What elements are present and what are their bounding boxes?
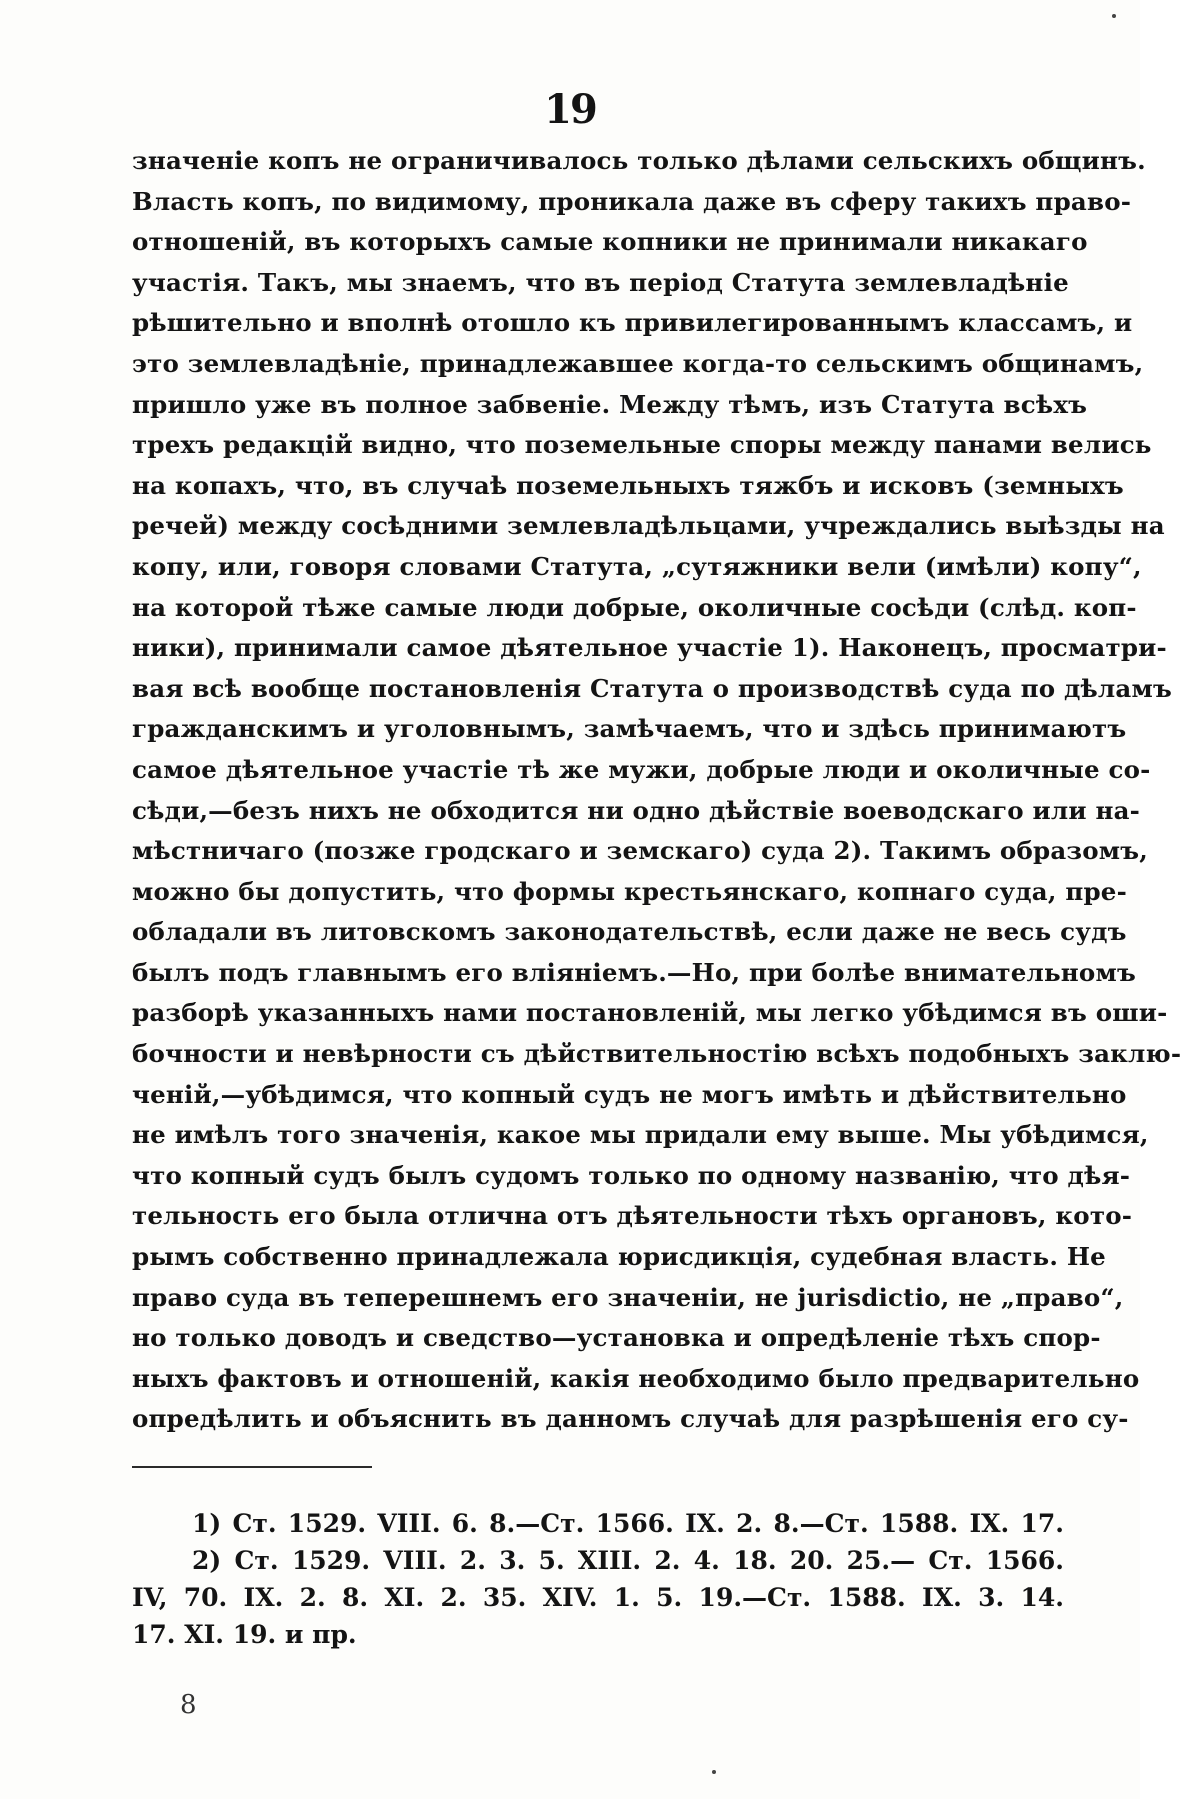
footnote-2-end: 17. XI. 19. и пр.: [132, 1620, 357, 1649]
printer-mark: 8: [180, 1690, 197, 1720]
text-line: копу, или, говоря словами Статута, „сутяжники вели (имѣли) копу“,: [132, 551, 1142, 581]
page-number: 19: [544, 86, 596, 133]
text-line: опредѣлить и объяснить въ данномъ случаѣ для разрѣшенія его су-: [132, 1404, 1129, 1434]
text-line: значеніе копъ не ограничивалось только дѣлами сельскихъ общинъ.: [132, 146, 1146, 175]
text-line: на которой тѣже самые люди добрые, околичные сосѣди (слѣд. коп-: [132, 592, 1137, 622]
text-line: ныхъ фактовъ и отношеній, какія необходимо было предварительно: [132, 1363, 1140, 1393]
text-line: самое дѣятельное участіе тѣ же мужи, добрые люди и околичные со-: [132, 754, 1151, 784]
text-line: былъ подъ главнымъ его вліяніемъ.—Но, при болѣе внимательномъ: [132, 957, 1136, 987]
ink-speck: [712, 1770, 716, 1774]
text-line: ченій,—убѣдимся, что копный судъ не могъ имѣть и дѣйствительно: [132, 1079, 1127, 1109]
text-line: бочности и невѣрности съ дѣйствительностію всѣхъ подобныхъ заклю-: [132, 1039, 1181, 1069]
text-line: рѣшительно и вполнѣ отошло къ привилегированнымъ классамъ, и: [132, 308, 1133, 338]
text-line: сѣди,—безъ нихъ не обходится ни одно дѣйствіе воеводскаго или на-: [132, 795, 1141, 825]
text-line: вая всѣ вообще постановленія Статута о производствѣ суда по дѣламъ: [132, 673, 1172, 703]
text-line: Власть копъ, по видимому, проникала даже въ сферу такихъ право-: [132, 186, 1132, 216]
footnote-2: 2) Ст. 1529. VIII. 2. 3. 5. XIII. 2. 4. 18. 20. 25.— Ст. 1566.: [192, 1546, 1064, 1575]
footnote-2-continued: IV, 70. IX. 2. 8. XI. 2. 35. XIV. 1. 5. 19.—Ст. 1588. IX. 3. 14.: [132, 1583, 1064, 1612]
text-line: можно бы допустить, что формы крестьянскаго, копнаго суда, пре-: [132, 876, 1127, 906]
footnote-1: 1) Ст. 1529. VIII. 6. 8.—Ст. 1566. IX. 2. 8.—Ст. 1588. IX. 17.: [192, 1509, 1064, 1538]
text-line: гражданскимъ и уголовнымъ, замѣчаемъ, что и здѣсь принимаютъ: [132, 714, 1127, 744]
text-line: мѣстничаго (позже гродскаго и земскаго) суда 2). Такимъ образомъ,: [132, 836, 1148, 866]
text-line: на копахъ, что, въ случаѣ поземельныхъ тяжбъ и исковъ (земныхъ: [132, 470, 1124, 500]
ink-speck: [1112, 14, 1116, 18]
text-line: разборѣ указанныхъ нами постановленій, мы легко убѣдимся въ оши-: [132, 998, 1168, 1028]
text-line: участія. Такъ, мы знаемъ, что въ період Статута землевладѣніе: [132, 267, 1069, 297]
text-line: рымъ собственно принадлежала юрисдикція, судебная власть. Не: [132, 1242, 1106, 1272]
text-line: тельность его была отлична отъ дѣятельности тѣхъ органовъ, кото-: [132, 1201, 1133, 1231]
text-line: речей) между сосѣдними землевладѣльцами, учреждались выѣзды на: [132, 511, 1165, 541]
text-line: обладали въ литовскомъ законодательствѣ, если даже не весь судъ: [132, 917, 1127, 947]
text-line: но только доводъ и сведство—установка и опредѣленіе тѣхъ спор-: [132, 1323, 1101, 1353]
text-line: это землевладѣніе, принадлежавшее когда-то сельскимъ общинамъ,: [132, 348, 1144, 378]
text-line: не имѣлъ того значенія, какое мы придали ему выше. Мы убѣдимся,: [132, 1120, 1149, 1150]
text-line: отношеній, въ которыхъ самые копники не принимали никакаго: [132, 227, 1088, 257]
body-text: [132, 141, 1181, 1440]
footnotes: [132, 1505, 1064, 1653]
footnote-rule: [132, 1466, 372, 1468]
text-line: что копный судъ былъ судомъ только по одному названію, что дѣя-: [132, 1160, 1131, 1190]
text-line: ники), принимали самое дѣятельное участіе 1). Наконецъ, просматри-: [132, 633, 1167, 663]
text-line: право суда въ теперешнемъ его значеніи, не jurisdictio, не „право“,: [132, 1282, 1124, 1312]
text-line: трехъ редакцій видно, что поземельные споры между панами велись: [132, 430, 1152, 460]
text-line: пришло уже въ полное забвеніе. Между тѣмъ, изъ Статута всѣхъ: [132, 389, 1088, 419]
